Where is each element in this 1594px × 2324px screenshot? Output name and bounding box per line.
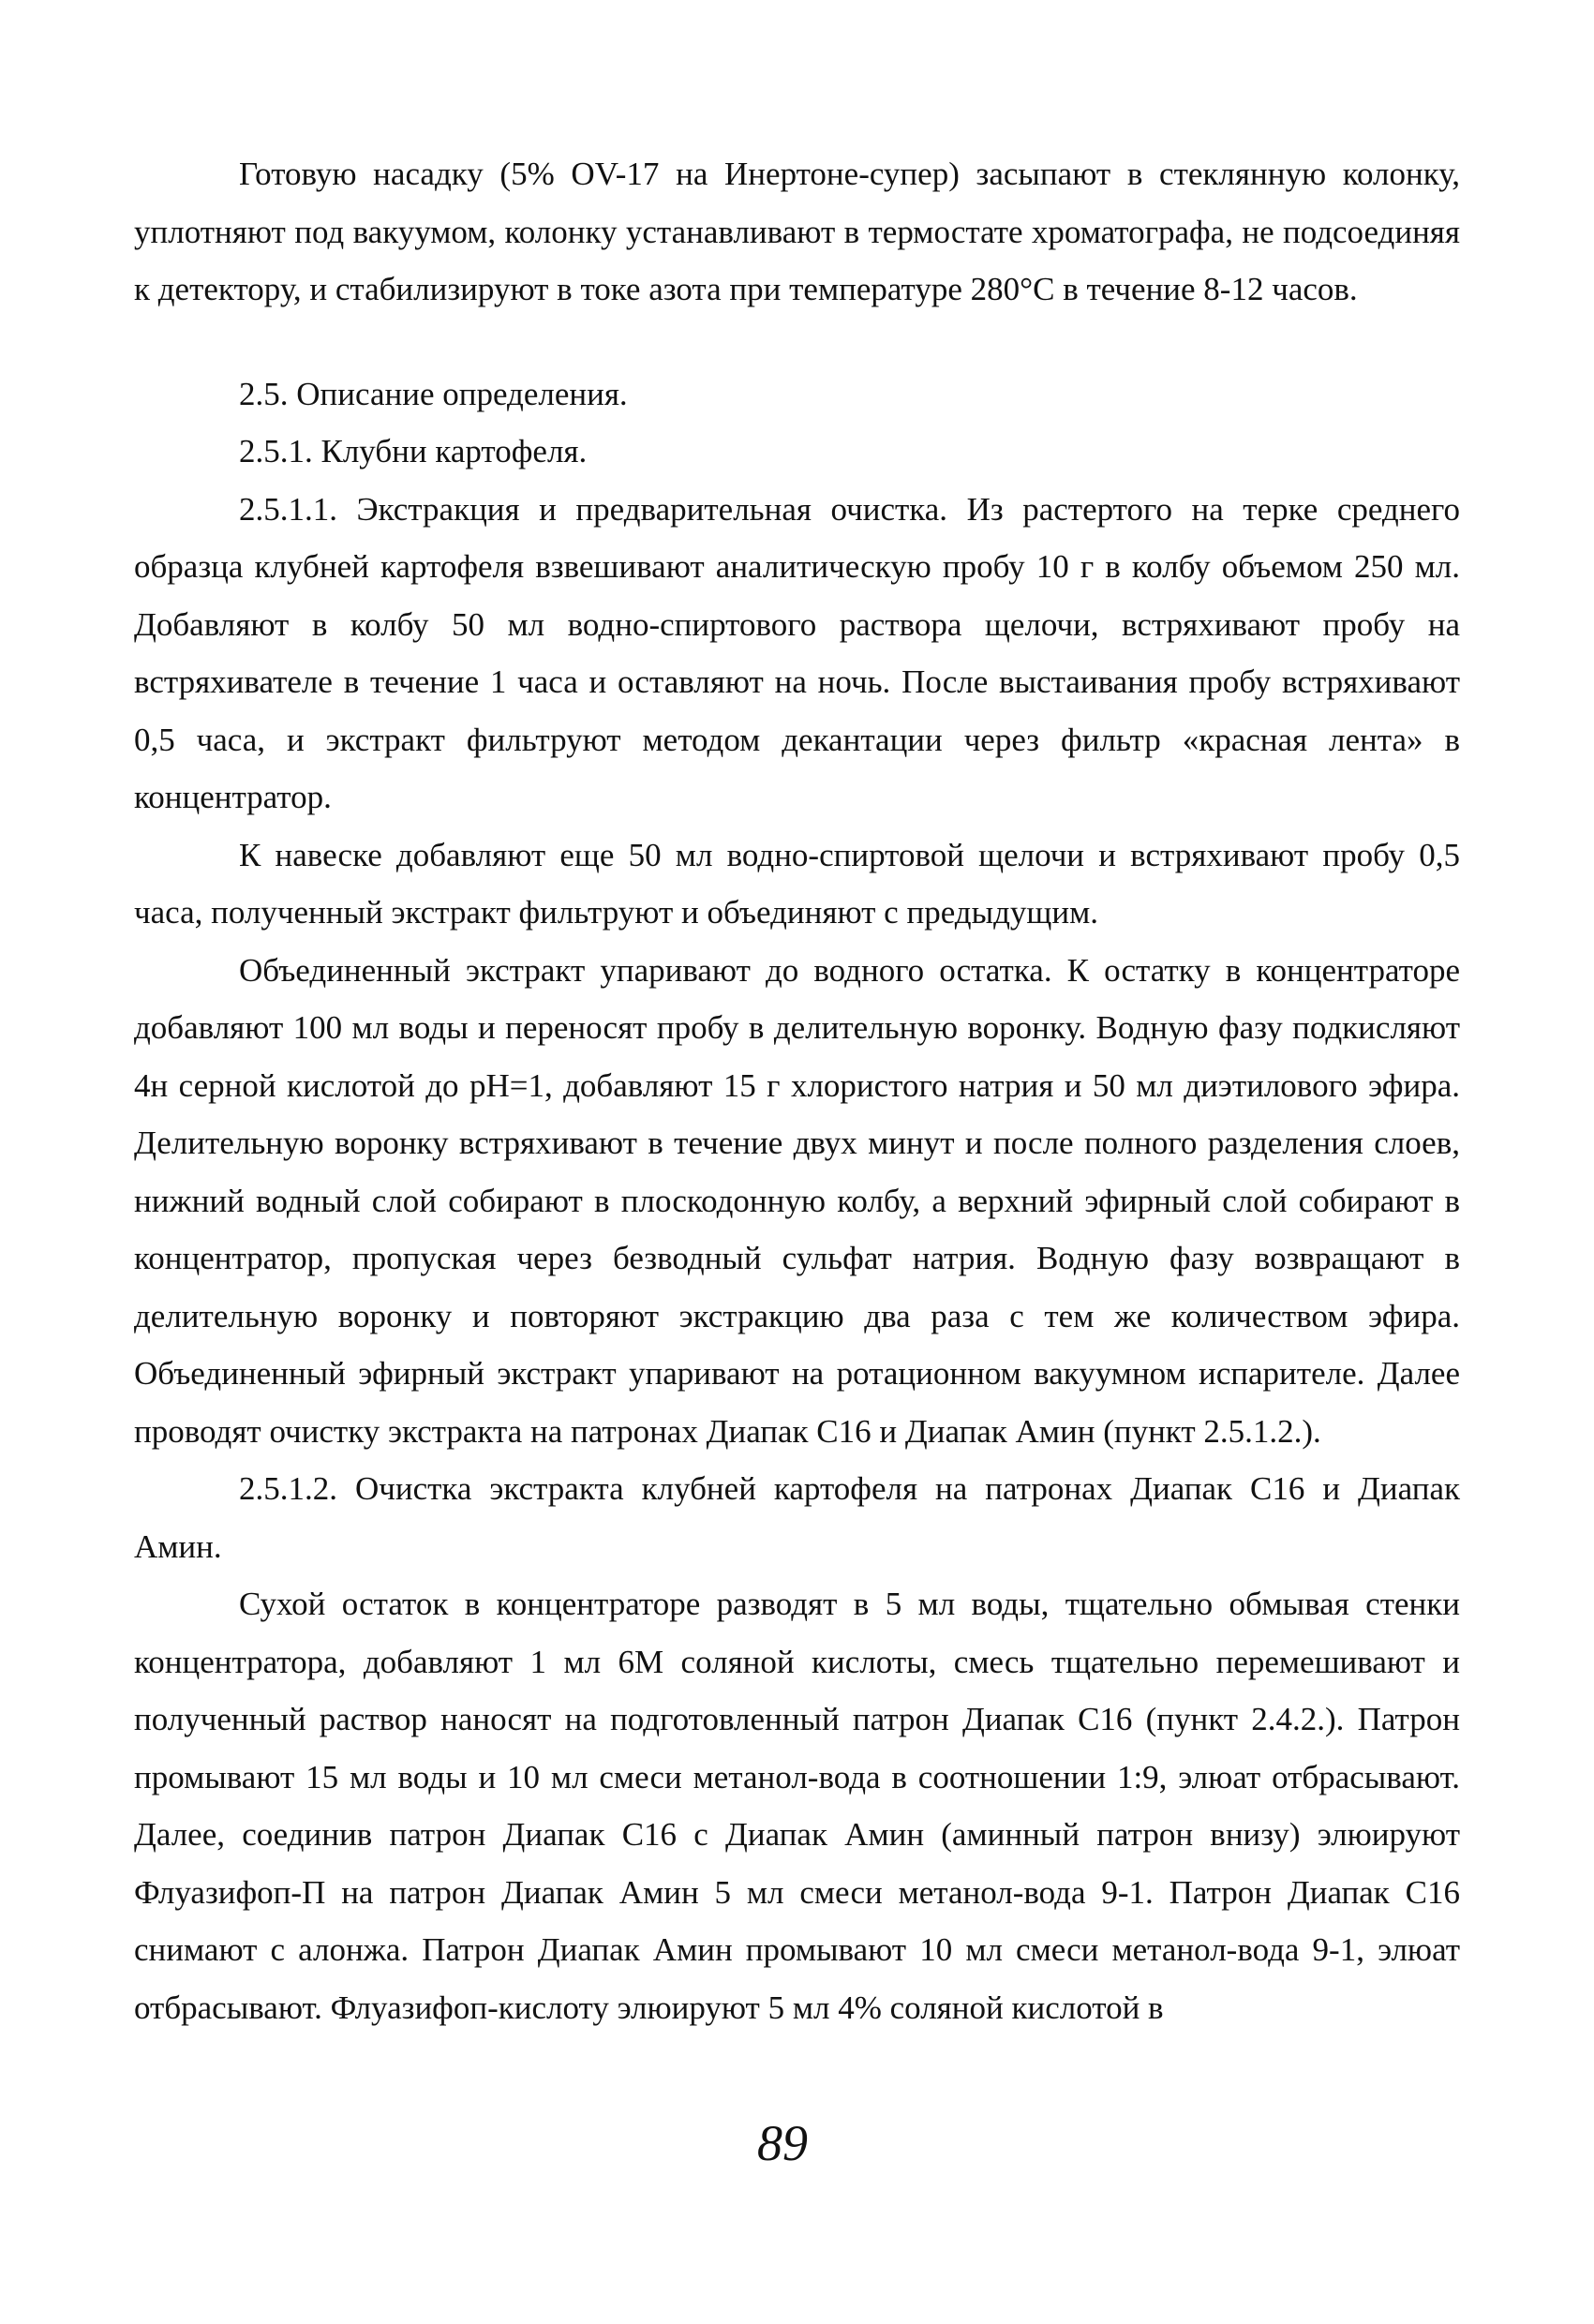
section-heading-2-5-1: 2.5.1. Клубни картофеля. (239, 433, 588, 469)
page-number: 89 (757, 2115, 808, 2171)
section-heading-2-5: 2.5. Описание определения. (239, 375, 628, 412)
document-body (134, 145, 1460, 2036)
paragraph-second-extraction: К навеске добавляют еще 50 мл водно-спиртовой щелочи и встряхивают пробу 0,5 часа, полученный экстракт фильтруют и объединяют с предыдущим. (134, 836, 1460, 931)
paragraph-cartridge-cleanup: Сухой остаток в концентраторе разводят в 5 мл воды, тщательно обмывая стенки концентратора, добавляют 1 мл 6М соляной кислоты, смесь тщательно перемешивают и полученный раствор наносят на подготовленный патрон Диапак С16 (пункт 2.4.2.). Патрон промывают 15 мл воды и 10 мл смеси метанол-вода в соотношении 1:9, элюат отбрасывают. Далее, соединив патрон Диапак С16 с Диапак Амин (аминный патрон внизу) элюируют Флуазифоп-П на патрон Диапак Амин 5 мл смеси метанол-вода 9-1. Патрон Диапак С16 снимают с алонжа. Патрон Диапак Амин промывают 10 мл смеси метанол-вода 9-1, элюат отбрасывают. Флуазифоп-кислоту элюируют 5 мл 4% соляной кислотой в (134, 1586, 1460, 2026)
section-heading-2-5-1-2: 2.5.1.2. Очистка экстракта клубней картофеля на патронах Диапак С16 и Диапак Амин. (134, 1470, 1460, 1565)
paragraph-combined-extract: Объединенный экстракт упаривают до водного остатка. К остатку в концентраторе добавляют 100 мл воды и переносят пробу в делительную воронку. Водную фазу подкисляют 4н серной кислотой до рН=1, добавляют 15 г хлористого натрия и 50 мл диэтилового эфира. Делительную воронку встряхивают в течение двух минут и после полного разделения слоев, нижний водный слой собирают в плоскодонную колбу, а верхний эфирный слой собирают в концентратор, пропуская через безводный сульфат натрия. Водную фазу возвращают в делительную воронку и повторяют экстракцию два раза с тем же количеством эфира. Объединенный эфирный экстракт упаривают на ротационном вакуумном испарителе. Далее проводят очистку экстракта на патронах Диапак С16 и Диапак Амин (пункт 2.5.1.2.). (134, 951, 1460, 1450)
paragraph-extraction: 2.5.1.1. Экстракция и предварительная очистка. Из растертого на терке среднего образца клубней картофеля взвешивают аналитическую пробу 10 г в колбу объемом 250 мл. Добавляют в колбу 50 мл водно-спиртового раствора щелочи, встряхивают пробу на встряхивателе в течение 1 часа и оставляют на ночь. После выстаивания пробу встряхивают 0,5 часа, и экстракт фильтруют методом декантации через фильтр «красная лента» в концентратор. (134, 490, 1460, 815)
paragraph-column-packing: Готовую насадку (5% OV-17 на Инертоне-супер) засыпают в стеклянную колонку, уплотняют под вакуумом, колонку устанавливают в термостате хроматографа, не подсоединяя к детектору, и стабилизируют в токе азота при температуре 280°С в течение 8-12 часов. (134, 156, 1460, 307)
